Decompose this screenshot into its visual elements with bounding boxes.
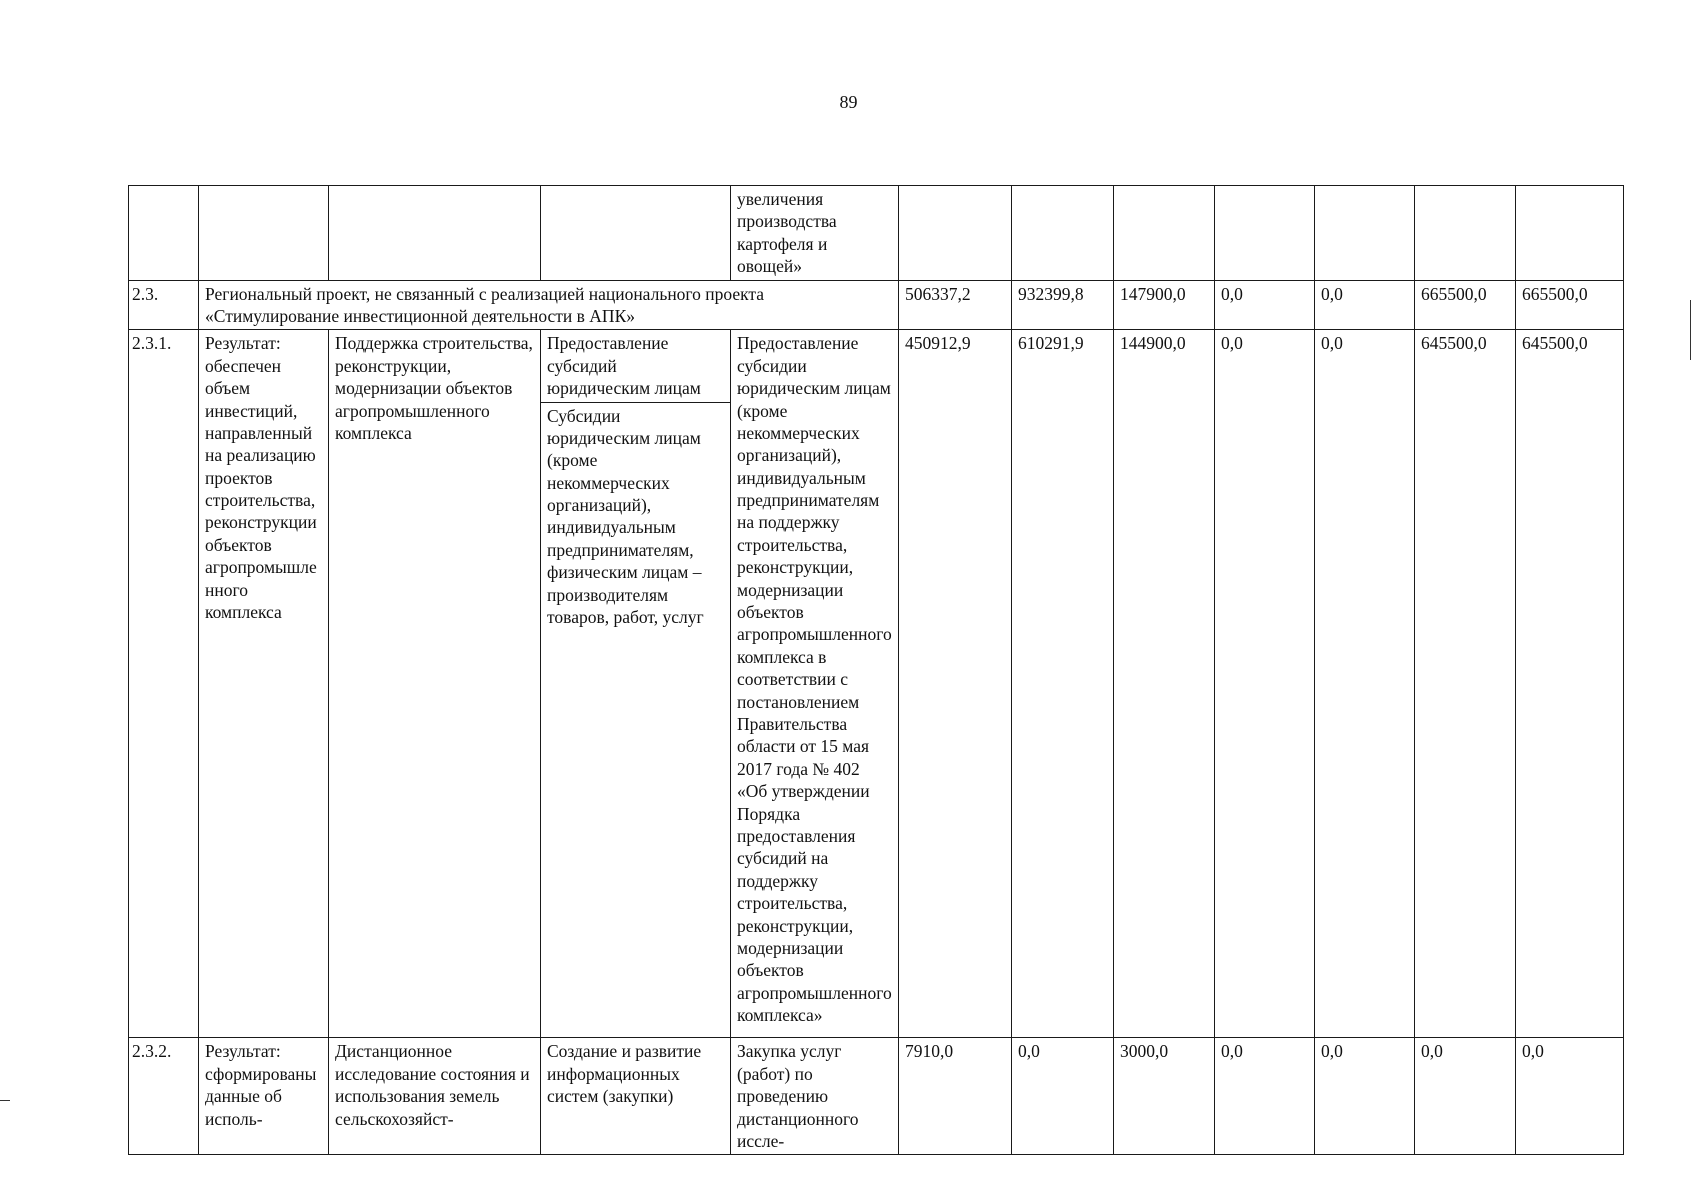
cell-value: 450912,9 [899, 330, 1012, 1038]
cell-value [1114, 186, 1215, 281]
cell-value: 147900,0 [1114, 280, 1215, 330]
cell-direction [541, 186, 731, 281]
cell-code [129, 186, 199, 281]
cell-value [899, 186, 1012, 281]
cell-value [1516, 186, 1624, 281]
cell-value: 932399,8 [1012, 280, 1114, 330]
scan-edge-mark [1690, 300, 1691, 360]
cell-value [1012, 186, 1114, 281]
cell-value: 645500,0 [1415, 330, 1516, 1038]
cell-measure: Поддержка строительства, реконструкции, модернизации объектов агропромышленного комплекса [329, 330, 541, 1038]
cell-direction [541, 330, 731, 1038]
cell-result [199, 186, 329, 281]
cell-measure [329, 186, 541, 281]
table-row-2-3-2 [129, 1038, 1624, 1155]
cell-value: 645500,0 [1516, 330, 1624, 1038]
cell-value: 0,0 [1215, 280, 1315, 330]
cell-measure: Дистанционное исследование состояния и использования земель сельскохозяйст- [329, 1038, 541, 1155]
cell-value: 0,0 [1415, 1038, 1516, 1155]
table-row-2-3 [129, 280, 1624, 330]
direction-bottom: Субсидии юридическим лицам (кроме некоммерческих организаций), индивидуальным предпринимателям, физическим лицам – производителям товаров, работ, услуг [547, 405, 704, 628]
cell-value: 3000,0 [1114, 1038, 1215, 1155]
budget-table [128, 185, 1624, 1155]
cell-value: 0,0 [1516, 1038, 1624, 1155]
page-number: 89 [839, 92, 858, 112]
cell-value [1215, 186, 1315, 281]
cell-value [1315, 186, 1415, 281]
cell-description: увеличения производства картофеля и овощей» [731, 186, 899, 281]
cell-value: 506337,2 [899, 280, 1012, 330]
cell-result: Результат: сформированы данные об исполь- [199, 1038, 329, 1155]
cell-project-title: Региональный проект, не связанный с реализацией национального проекта «Стимулирование инвестиционной деятельности в АПК» [199, 280, 899, 330]
cell-value: 0,0 [1315, 280, 1415, 330]
cell-description: Предоставление субсидии юридическим лицам (кроме некоммерческих организаций), индивидуальным предпринимателям на поддержку строительства, реконструкции, модернизации объектов агропромышленного комплекса в соответствии с постановлением Правительства области от 15 мая 2017 года № 402 «Об утверждении Порядка предоставления субсидий на поддержку строительства, реконструкции, модернизации объектов агропромышленного комплекса» [731, 330, 899, 1038]
cell-value: 665500,0 [1516, 280, 1624, 330]
table-row-continuation [129, 186, 1624, 281]
cell-value: 0,0 [1315, 1038, 1415, 1155]
scan-edge-mark [0, 1100, 10, 1101]
cell-value: 7910,0 [899, 1038, 1012, 1155]
cell-value: 665500,0 [1415, 280, 1516, 330]
cell-value: 0,0 [1315, 330, 1415, 1038]
table-row-2-3-1 [129, 330, 1624, 1038]
cell-value: 144900,0 [1114, 330, 1215, 1038]
cell-value: 0,0 [1215, 330, 1315, 1038]
cell-code: 2.3.1. [129, 330, 199, 1038]
cell-value: 0,0 [1012, 1038, 1114, 1155]
cell-value: 610291,9 [1012, 330, 1114, 1038]
cell-direction: Создание и развитие информационных систем (закупки) [541, 1038, 731, 1155]
cell-code: 2.3. [129, 280, 199, 330]
direction-top: Предоставление субсидий юридическим лицам [541, 330, 730, 402]
cell-description: Закупка услуг (работ) по проведению дистанционного иссле- [731, 1038, 899, 1155]
cell-value [1415, 186, 1516, 281]
cell-result: Результат: обеспечен объем инвестиций, направленный на реализацию проектов строительства, реконструкции объектов агропромышленного комплекса [199, 330, 329, 1038]
cell-code: 2.3.2. [129, 1038, 199, 1155]
cell-value: 0,0 [1215, 1038, 1315, 1155]
